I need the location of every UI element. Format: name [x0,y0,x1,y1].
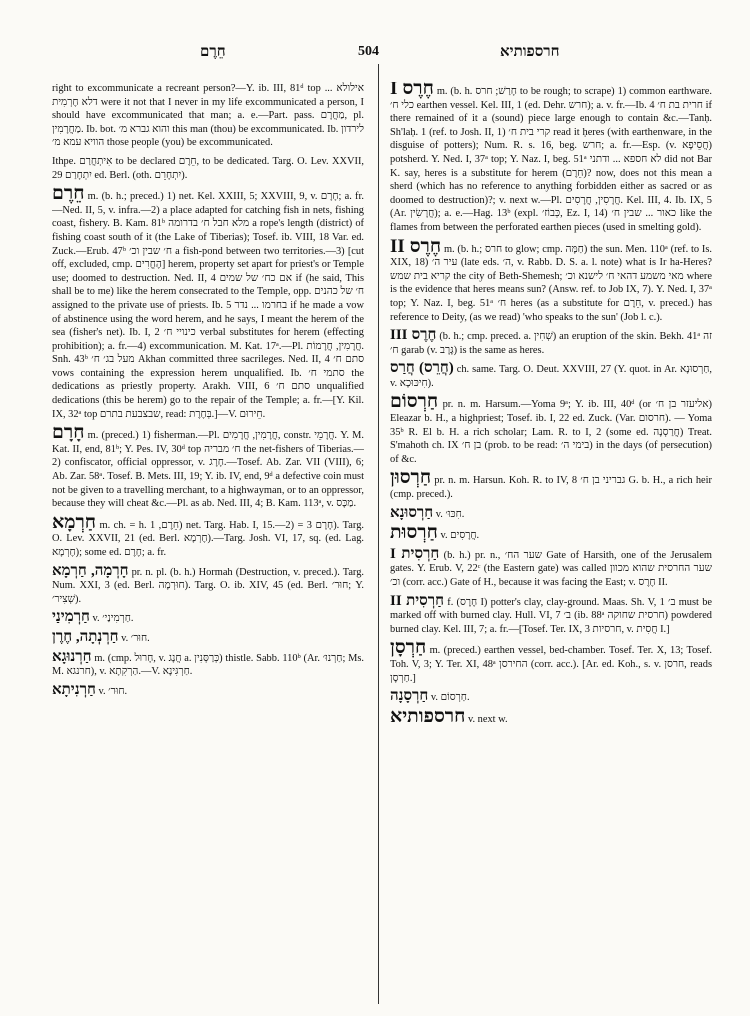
entry-headword: חַרְמָא [52,511,97,533]
dictionary-entry [52,628,364,646]
column-divider [378,64,379,1004]
entry-headword: חַרְסִית I [390,545,440,562]
entry-definition: v. חִכּוּ׳. [435,508,465,520]
entry-definition: v. חוּר׳. [98,685,128,697]
right-column [390,82,712,1002]
entry-definition: pr. n. m. Harsum.—Yoma 9ᵃ; Y. ib. III, 40ᵈ (or אליעזר בן ח׳) Eleazar b. H., a highpriest; Tosef. ib. I, 22 ed. Zuck. (Var. חרסום). — Yoma 35ᵇ R. El b. H. a rich scholar; Lam. R. to I, 2 (some ed. חֲרַסְנָה) Treat. S'mahoth ch. IX בן ח׳ (prob. to be read: בימי ה׳) in the days (of persecution) of &c. [390,399,712,465]
entry-definition: v. next w. [467,713,508,725]
dictionary-entry [390,329,712,357]
dictionary-entry [52,648,364,679]
entry-definition: pr. n. pl. (b. h.) Hormah (Destruction, v. preced.). Targ. Num. XXI, 3 (ed. Berl. חוּרְמָה). Targ. O. ib. XIV, 45 (ed. Berl. חוּר׳; Y. שְׁצִיר׳). [52,566,364,605]
entry-headword: חַרְסָן [390,637,427,659]
entry-headword: חֶרֶס III [390,327,437,344]
dictionary-entry [390,82,712,235]
entry-definition: pr. n. m. Harsun. Koh. R. to IV, 8 גבריני בן ח׳ G. b. H., a rich heir (cmp. preced.). [390,475,712,501]
dictionary-entry [390,690,712,705]
entry-definition: (b. h.; cmp. preced. a. שְׁחִין) an eruption of the skin. Bekh. 41ᵃ זה ח׳ garab (v. גָּרָב) is the same as heres. [390,331,712,356]
entry-definition: m. (preced.) 1) fisherman.—Pl. חֲרָמִין, חֲרָמִים, constr. חֲרָמֵי. Y. M. Kat. II, end, 81ᵇ; Y. Pes. IV, 30ᵈ top ח׳ מבריה the net-fishers of Tiberias.—2) confiscator, official oppressor, v. חָרָג.—Tosef. Ab. Zar. VII (VIII), 6; Ab. Zar. 58ᵃ. Tosef. B. Mets. III, 19; Y. ib. IV, end, 9ᵈ a defective coin must not be given to a travelling merchant, to a highwayman, or to an oppressor, because they will cheat &c.—Pl. as ab. Ned. III, 4; B. Kam. 113ᵃ, v. מַכָּס. [52,430,364,510]
entry-headword: חָרָם [52,422,85,444]
dictionary-entry [390,467,712,501]
entry-definition: ch. same. Targ. O. Deut. XXVIII, 27 (Y. quot. in Ar. חַרְסוּנָא, v. חִיכּוּכָא). [390,364,712,389]
entry-headword: חַרְסוּת [390,522,438,544]
entry-definition: v. חוּר׳. [121,632,150,644]
entry-headword: חֶרֶס II [390,235,442,257]
entry-definition: m. (b. h. חָרַשׁ; חרס to be rough; to scrape) 1) common earthware. כלי ח׳ earthen vessel. Kel. III, 1 (ed. Dehr. חרש); a. v. fr.—Ib. 4 חרית בת ח׳ if there remained of it a (sound) piece large enough to contain &c.—Tanḥ. Sh'laḥ. 1 (ref. to Josh. II, 1) קרי בית ח׳ read it ḥeres (with earthenware, in the disguise of potters); Num. R. s. 16, beg. חרש; a. fr.—Esp. (v. חֲסֵיפָא) potsherd. Y. Ned. I, 37ᵃ top; Y. Naz. I, beg. 51ᵃ לא חספא ... ודתני did not Bar K. say, heres is a substitute for herem (חֵרֶם)? now, does not this mean a sherd (which has no reference to anything forbidden either as sacred or as doomed to destruction)?; v. next w.—Pl. חֲרָסִין, חֲרָסִים. Kel. III, 4. Ib. IX, 5 (Ar. חֲרָשִׂין); a. e.—Hag. 13ᵇ (expl. כְּבוֹז׳, Ez. I, 14) כאור ... שבין ח׳ like the flames from between the perforated earthen pieces (used in smelting gold). [390,86,712,233]
dictionary-entry [390,391,712,466]
entry-definition: m. (preced.) earthen vessel, bed-chamber. Tosef. Ter. X, 13; Tosef. Toh. V, 3; Y. Ter. XI, 48ᵃ החירסן (corr. acc.). [Ar. ed. Koh., s. v. חרסן, reads חַרְסָן.] [390,645,712,684]
dictionary-entry [52,422,364,511]
entry-definition: m. ch. = h. חֵרֶם, 1) net. Targ. Hab. I, 15.—2) = חָרָם 3). Targ. O. Lev. XXVII, 21 (ed. Berl. חֶרְמָא).—Targ. Josh. VI, 17, sq. (ed. Lag. חֶרְמָא); some ed. חֶרֶם; a. fr. [52,519,364,558]
entry-headword: חרספותיא [390,705,466,727]
entry-headword: חַרְנְתָה, חֶרֶן [52,628,119,645]
dictionary-entry [52,562,364,607]
entry-definition: m. (b. h.; חרס to glow; cmp. חַמָּה) the sun. Men. 110ᵃ (ref. to Is. XIX, 18) עיר ה׳ (late eds. ה׳, v. Rabb. D. S. a. l. note) what is Ir ha-Heres? קריא בית שמש the city of Beth-Shemesh; מאי משמע דהאי ח׳ לישנא וכ׳ where is the evidence that heres means sun? (Answ. ref. to Job IX, 7). Y. Ned. I, 37ᵃ top; Y. Naz. I, beg. 51ᵃ ח׳ heres (as a substitute for חֵרֶם, v. preced.) has reference to Deity, (as we read) 'who speaks to the sun' (Job l. c.). [390,243,712,323]
left-column [52,82,364,1002]
dictionary-entry [52,511,364,560]
dictionary-entry [390,235,712,325]
entry-headword: חַרְנוּגָא [52,648,92,665]
dictionary-entry [52,681,364,699]
entry-definition: Ithpe. אִיתְחֲרַם to be declared חֵרֶם, to be dedicated. Targ. O. Lev. XXVII, 29 יִתְחָרַם ed. Berl. (oth. יִתְחָרֵם). [52,155,364,181]
entry-headword: חֵרֶם [52,183,85,205]
entry-definition: v. חַרְסוֹם. [430,692,470,704]
entry-definition: right to excommunicate a recreant person?—Y. ib. III, 81ᵈ top ... אילולא דלא חֶרְמִית were it not that I never in my life excommunicated a person, I should have excommunicated that man; a. e.—Part. pass. מַחֲרָם, pl. מַחֲרָמִין. Ib. bot. והוא גברא מ׳ this man (thou) be excommunicated. Ib. לירדון הוויא עמא מ׳ those people (you) be excommunicated. [52,83,364,149]
running-head-right: חרספותיא [500,44,560,60]
dictionary-entry [52,183,364,421]
entry-headword: (חֲרֵס) חֲרַס [390,360,454,377]
running-head-left: חֵרֶם [200,44,226,60]
dictionary-entry [52,611,364,626]
entry-definition: (b. h.) pr. n., שער הח׳ Gate of Harsith, one of the Jerusalem gates. Y. Erub. V, 22ᶜ (the Eastern gate) was called שער החרסית שהוא מכוון וכ׳ (corr. acc.) Gate of H., because it was facing the East; v. חֶרֶס II. [390,549,712,588]
entry-definition: m. (cmp. חָרוּל, v. חֲנָג a. כְּרַסְּנִין) thistle. Sabb. 110ᵇ (Ar. חַרְנוּ׳; Ms. M. חרנגא), v. הַרְקִתָא.—V. חַרְגִּינָא. [52,652,364,678]
dictionary-entry [390,705,712,727]
dictionary-entry [390,637,712,685]
entry-definition: v. חֲרָסִים. [440,530,480,542]
entry-headword: חַרְסוּנָא [390,504,434,521]
page-number: 504 [358,44,379,59]
dictionary-entry [390,504,712,522]
entry-headword: חַרְמִינַי [52,609,90,626]
entry-definition: f. (חֶרֶס I) potter's clay, clay-ground. Maas. Sh. V, 1 ב׳ must be marked off with burned clay. Hull. VI, 7 ב׳ (ib. 88ᵃ חרסית שחוקה) powdered burned clay. Kel. III, 7; a. fr.—[Tosef. Ter. IX, 3 חרסיות, v. חֲסִית I.] [390,596,712,635]
dictionary-entry [390,545,712,590]
dictionary-entry [52,82,364,150]
dictionary-entry [52,155,364,182]
entry-headword: חַרְסָנָה [390,688,429,705]
dictionary-entry [390,362,712,390]
dictionary-entry [390,522,712,544]
dictionary-entry [390,592,712,637]
entry-headword: חַרְסִית II [390,592,444,609]
entry-definition: m. (b. h.; preced.) 1) net. Kel. XXIII, 5; XXVIII, 9, v. חָרָם; a. fr.—Ned. II, 5, v. infra.—2) a place adapted for catching fish in nets, fishing coast, fishery. B. Kam. 81ᵇ מלא חבל ח׳ בדרומה a rope's length (district) of fishing coast south of it (the Lake of Tiberias); Tosef. ib. VIII, 18 Var. ed. Zuck.—Erub. 47ᵇ ח׳ שבין וכ׳ a fish-pond between two territories.—3) [cut off, excluded, cmp. הֶחֱרִים] herem, property set apart for priest's or Temple use; doomed to destruction. Ned. II, 4 אם כח׳ של שמים if (he said, This shall be to me) like the herem consecrated to the Temple, opp. ח׳ של כהנים assigned to the private use of priests. Ib. 5 בחרמו ... נדר if he made a vow of abstinence using the word herem, and he says, I meant the herem of the sea (fisher's net). Ib. I, 2 כינויי ח׳ verbal substitutes for herem (effecting prohibition); a. fr.—4) excommunication. M. Kat. 17ᵃ.—Pl. חֲרָמִין, חֲרָמוֹת. Snh. 43ᵇ מעל בג׳ ח׳ Akhan committed three sacrileges. Ned. II, 4 סתם ח׳ vows containing the expression herem unqualified. Ib. סתמי ח׳ the dedications as priestly property. Arakh. VIII, 6 סתם ח׳ unqualified dedications (this be herem) go to the repair of the Temple; a. fr.—[Y. Kil. IX, 32ᵃ top שבצבעת בתרם, read: בְּחֶרֶת.]—V. חֵירוּם. [52,191,364,420]
entry-headword: חַרְסוּן [390,467,432,489]
entry-definition: v. חַרְמִינַי׳. [92,613,134,625]
entry-headword: חַרְנִיתָא [52,681,96,698]
entry-headword: חַרְסוֹם [390,391,439,413]
entry-headword: חָרְמָה, חַרְמָא [52,562,129,579]
entry-headword: חֶרֶס I [390,82,434,99]
